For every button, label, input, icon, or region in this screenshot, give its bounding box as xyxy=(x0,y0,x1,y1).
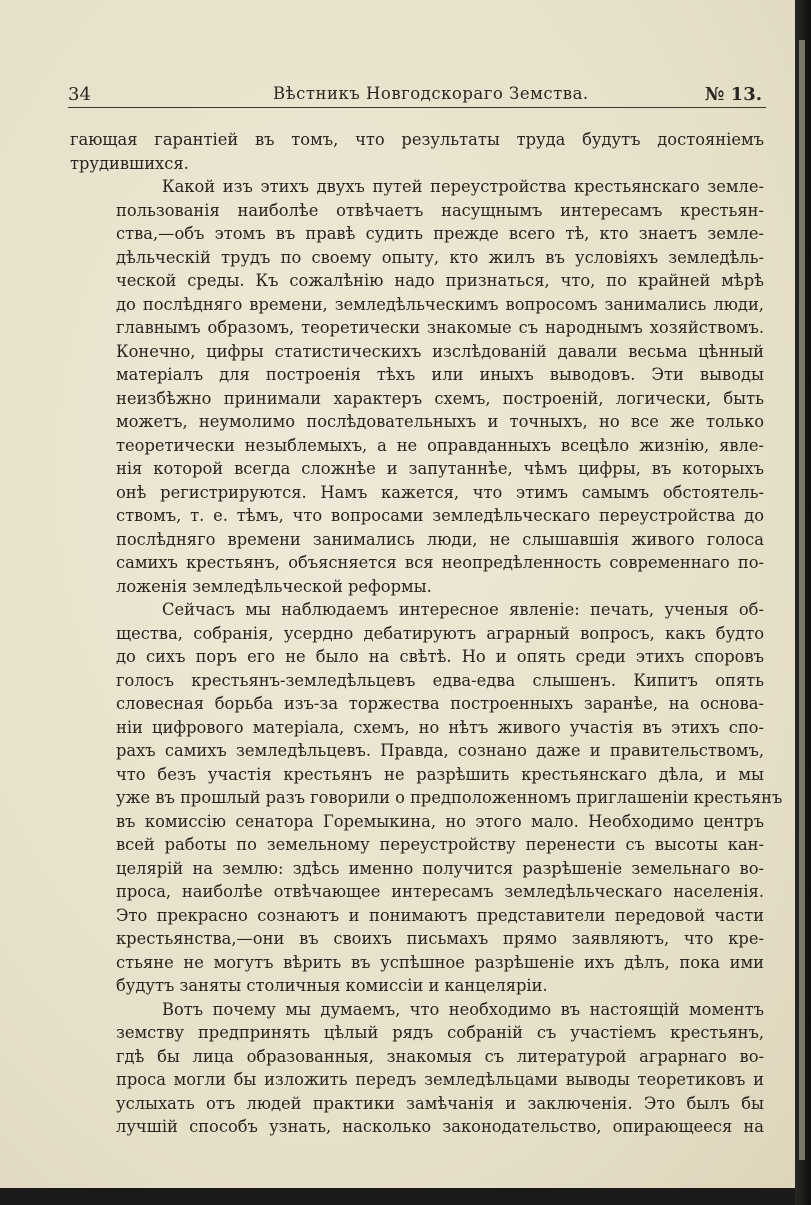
text-line: целярій на землю: здѣсь именно получится разрѣшеніе земельнаго во- xyxy=(116,858,764,878)
text-line: Вотъ почему мы думаемъ, что необходимо въ настоящій моментъ xyxy=(162,999,764,1019)
text-line: до послѣдняго времени, земледѣльческимъ вопросомъ занимались люди, xyxy=(116,294,764,314)
text-line: Это прекрасно сознаютъ и понимаютъ представители передовой части xyxy=(116,905,764,925)
paragraph xyxy=(70,998,764,1139)
text-line: Конечно, цифры статистическихъ изслѣдованій давали весьма цѣнный xyxy=(116,341,764,361)
text-line: трудившихся. xyxy=(70,153,189,173)
page-edge xyxy=(795,0,811,1205)
issue-number: № 13. xyxy=(704,84,762,105)
text-line: лучшій способъ узнать, насколько законодательство, опирающееся на xyxy=(116,1117,764,1136)
text-line: земству предпринять цѣлый рядъ собраній съ участіемъ крестьянъ, xyxy=(116,1023,764,1042)
text-line: нія которой всегда сложнѣе и запутаннѣе, чѣмъ цифры, въ которыхъ xyxy=(116,459,764,478)
text-line: теоретически незыблемыхъ, а не оправданныхъ всецѣло жизнію, явле- xyxy=(116,435,764,455)
text-line: услыхать отъ людей практики замѣчанія и заключенія. Это былъ бы xyxy=(116,1093,764,1113)
text-line: проса, наиболѣе отвѣчающее интересамъ земледѣльческаго населенія. xyxy=(116,882,764,901)
text-line: главнымъ образомъ, теоретически знакомые съ народнымъ хозяйствомъ. xyxy=(116,318,764,337)
text-line: онѣ регистрируются. Намъ кажется, что этимъ самымъ обстоятель- xyxy=(116,482,764,502)
text-line: проса могли бы изложить передъ земледѣльцами выводы теоретиковъ и xyxy=(116,1070,764,1089)
paragraph xyxy=(70,598,783,998)
text-line: неизбѣжно принимали характеръ схемъ, построеній, логически, быть xyxy=(116,388,764,408)
text-line: щества, собранія, усердно дебатируютъ аграрный вопросъ, какъ будто xyxy=(116,623,764,643)
text-line: Сейчасъ мы наблюдаемъ интересное явленіе: печать, ученыя об- xyxy=(162,600,764,619)
text-line: будутъ заняты столичныя комиссіи и канцеляріи. xyxy=(116,976,548,995)
text-line: въ комиссію сенатора Горемыкина, но этого мало. Необходимо центръ xyxy=(116,811,764,831)
text-line: самихъ крестьянъ, объясняется вся неопредѣленность современнаго по- xyxy=(116,553,764,572)
text-line: всей работы по земельному переустройству перенести съ высоты кан- xyxy=(116,835,764,854)
text-line: матеріалъ для построенія тѣхъ или иныхъ выводовъ. Эти выводы xyxy=(116,365,764,384)
text-line: до сихъ поръ его не было на свѣтѣ. Но и опять среди этихъ споровъ xyxy=(116,647,764,666)
text-line: пользованія наиболѣе отвѣчаетъ насущнымъ интересамъ крестьян- xyxy=(116,200,764,220)
text-line: дѣльческій трудъ по своему опыту, кто жилъ въ условіяхъ земледѣль- xyxy=(116,247,764,267)
text-line: рахъ самихъ земледѣльцевъ. Правда, сознано даже и правительствомъ, xyxy=(116,741,764,760)
paragraph xyxy=(70,128,764,175)
paragraph xyxy=(70,175,764,598)
text-line: ложенія земледѣльческой реформы. xyxy=(116,576,432,596)
text-line: голосъ крестьянъ-земледѣльцевъ едва-едва слышенъ. Кипитъ опять xyxy=(116,670,764,690)
text-line: ства,—объ этомъ въ правѣ судить прежде всего тѣ, кто знаетъ земле- xyxy=(116,224,764,243)
text-line: крестьянства,—они въ своихъ письмахъ прямо заявляютъ, что кре- xyxy=(116,929,764,948)
text-line: послѣдняго времени занимались люди, не слышавшія живого голоса xyxy=(116,529,764,549)
text-line: стьяне не могутъ вѣрить въ успѣшное разрѣшеніе ихъ дѣлъ, пока ими xyxy=(116,952,764,972)
page-number: 34 xyxy=(68,84,91,105)
text-line: ствомъ, т. е. тѣмъ, что вопросами земледѣльческаго переустройства до xyxy=(116,506,764,525)
text-line: Какой изъ этихъ двухъ путей переустройства крестьянскаго земле- xyxy=(162,177,764,196)
text-line: ческой среды. Къ сожалѣнію надо признаться, что, по крайней мѣрѣ xyxy=(116,271,764,290)
text-line: можетъ, неумолимо послѣдовательныхъ и точныхъ, но все же только xyxy=(116,412,764,431)
text-line: уже въ прошлый разъ говорили о предположенномъ приглашеніи крестьянъ xyxy=(116,788,783,807)
header-rule xyxy=(68,107,766,108)
text-line: словесная борьба изъ-за торжества построенныхъ заранѣе, на основа- xyxy=(116,694,764,713)
journal-title: Вѣстникъ Новгодскораго Земства. xyxy=(273,84,589,103)
text-line: что безъ участія крестьянъ не разрѣшить крестьянскаго дѣла, и мы xyxy=(116,764,764,784)
article-body xyxy=(70,128,783,1139)
text-line: ніи цифрового матеріала, схемъ, но нѣтъ живого участія въ этихъ спо- xyxy=(116,717,764,737)
page-edge-strip xyxy=(799,40,805,1160)
text-line: гающая гарантіей въ томъ, что результаты труда будутъ достояніемъ xyxy=(70,130,764,149)
text-line: гдѣ бы лица образованныя, знакомыя съ литературой аграрнаго во- xyxy=(116,1046,764,1066)
